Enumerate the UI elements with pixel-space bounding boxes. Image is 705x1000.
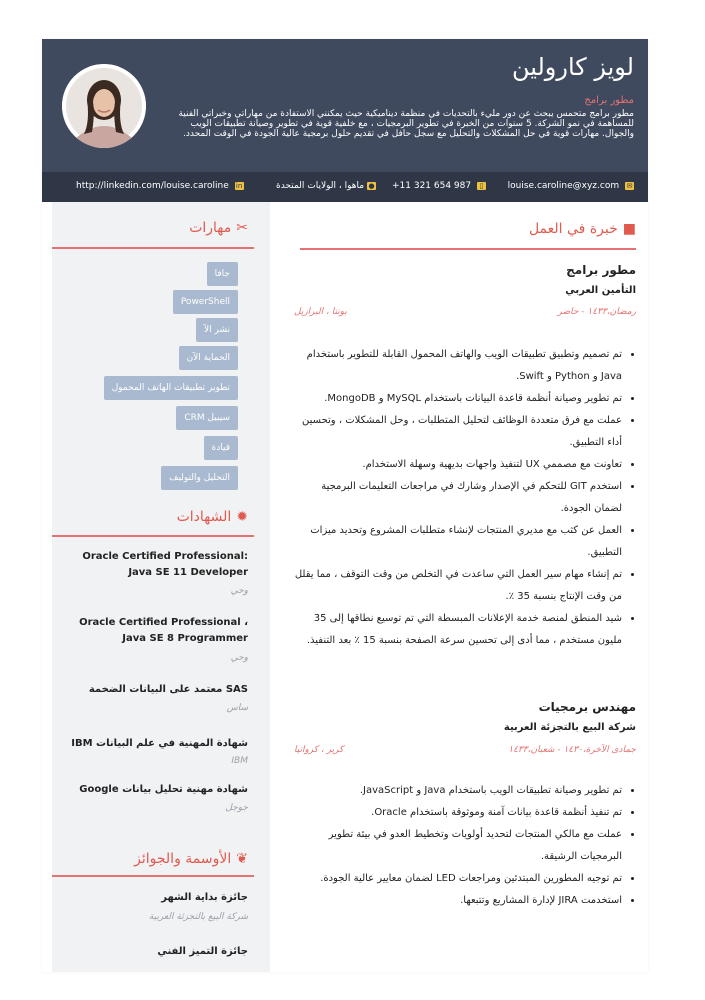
list-item: • تم تطوير وصيانة تطبيقات الويب باستخدام Java و JavaScript. (292, 780, 622, 802)
skill-tag: قيادة (204, 436, 238, 460)
cert-name: شهادة المهنية في علم البيانات IBM (71, 738, 248, 749)
skills-heading: ✂مهارات (189, 220, 248, 236)
location-text: ماهوا ، الولايات المتحدة (276, 181, 365, 191)
envelope-icon: ✉ (626, 181, 633, 190)
resume-page (42, 39, 648, 972)
list-item: • تم تنفيذ أنظمة قاعدة بيانات آمنة وموثوقة باستخدام Oracle. (292, 802, 622, 824)
phone-icon: ▯ (477, 182, 486, 190)
award-name: جائزة بداية الشهر (161, 892, 248, 903)
list-item: • عملت مع فرق متعددة الوظائف لتحليل المتطلبات ، وحل المشكلات ، وتحسين أداء التطبيق. (292, 410, 622, 454)
contact-phone[interactable] (392, 181, 486, 191)
contact-bar (42, 172, 648, 202)
contact-location (276, 181, 376, 191)
skill-tag: التحليل والتوليف (161, 466, 238, 490)
medal-icon: ❦ (236, 851, 248, 867)
job-title-2: مهندس برمجيات (538, 700, 636, 714)
candidate-title: مطور برامج (584, 95, 634, 106)
certifications-heading: ✹الشهادات (176, 509, 248, 525)
cert-issuer: ساس (226, 703, 248, 713)
job-location-1: بونتا ، البرازيل (294, 307, 347, 317)
skill-tag: الحماية الآن (179, 346, 238, 370)
list-item: • عملت مع مالكي المنتجات لتحديد أولويات وتخطيط العدو في بيئة تطوير البرمجيات الرشيقة. (292, 824, 622, 868)
list-item: • استخدمت JIRA لإدارة المشاريع وتتبعها. (292, 890, 622, 912)
profile-photo (62, 64, 146, 148)
briefcase-icon: ■ (622, 221, 636, 237)
contact-linkedin[interactable] (76, 181, 244, 191)
cert-name: Oracle Certified Professional ، Java SE 8 Programmer (79, 617, 248, 644)
tools-icon: ✂ (236, 220, 248, 236)
cert-issuer: وحي (230, 653, 248, 663)
skills-divider (52, 247, 254, 249)
list-item: • تم تطوير وصيانة أنظمة قاعدة البيانات باستخدام MySQL و MongoDB. (292, 388, 622, 410)
contact-email[interactable] (508, 181, 634, 191)
skill-tag: تطوير تطبيقات الهاتف المحمول (104, 376, 238, 400)
company-2: شركة البيع بالتجزئة العربية (503, 722, 636, 733)
job-bullets-2 (292, 780, 636, 912)
job-location-2: كرير ، كرواتيا (294, 745, 344, 755)
list-item: • العمل عن كثب مع مديري المنتجات لإنشاء متطلبات المشروع وتحديد ميزات التطبيق. (292, 520, 622, 564)
job-dates-2: جمادى الآخرة،١٤٣٠ - شعبان،١٤٣٣ (508, 745, 636, 755)
candidate-name: لويز كارولين (511, 53, 634, 81)
cert-issuer: IBM (231, 756, 248, 766)
skill-tag: نشر الآ (196, 318, 238, 342)
phone-text: +11 321 654 987 (392, 181, 472, 191)
list-item: • استخدم GIT للتحكم في الإصدار وشارك في مراجعات التعليمات البرمجية لضمان الجودة. (292, 476, 622, 520)
job-title-1: مطور برامج (566, 263, 636, 277)
list-item: • تعاونت مع مصممي UX لتنفيذ واجهات بديهية وسهلة الاستخدام. (292, 454, 622, 476)
job-dates-1: رمضان،١٤٣٣ - حاضر (557, 307, 636, 317)
email-text: louise.caroline@xyz.com (507, 181, 620, 191)
cert-issuer: جوجل (225, 803, 248, 813)
certifications-divider (52, 535, 254, 537)
linkedin-text: http://linkedin.com/louise.caroline (76, 181, 229, 191)
resume-header (42, 39, 648, 172)
awards-divider (52, 875, 254, 877)
skill-tag: سيبيل CRM (176, 406, 238, 430)
list-item: • تم تصميم وتطبيق تطبيقات الويب والهاتف المحمول القابلة للتطوير باستخدام Java و Python و Swift. (292, 344, 622, 388)
list-item: • شيد المنطق لمنصة خدمة الإعلانات المبسطة التي تم توسيع نطاقها إلى 35 مليون مستخدم ، مما أدى إلى تحسين سرعة الصفحة بنسبة 15 ٪ بعد التنفيذ. (292, 608, 622, 652)
experience-heading: ■خبرة في العمل (528, 221, 636, 237)
award-name: جائزة التميز الفني (157, 946, 248, 957)
experience-divider (300, 248, 636, 250)
list-item: • تم توجيه المطورين المبتدئين ومراجعات LED لضمان معايير عالية الجودة. (292, 868, 622, 890)
profile-summary: مطور برامج متحمس يبحث عن دور مليء بالتحديات في منظمة ديناميكية حيث يمكنني الاستفادة من مهاراتي وخبراتي الفنية للمساهمة في نمو الشركة. 5 سنوات من الخبرة في تطوير البرمجيات ، مع خلفية قوية في تطوير وصيانة تطبيقات الويب والجوال. مهارات قوية في حل المشكلات والتحليل مع سجل حافل في تقديم حلول برمجية عالية الجودة في الوقت المحدد. (178, 109, 634, 139)
map-pin-icon: ● (368, 181, 375, 190)
gear-icon: ✹ (236, 509, 248, 525)
job-bullets-1 (292, 344, 636, 652)
company-1: التأمين العربي (565, 285, 636, 296)
awards-heading: ❦الأوسمة والجوائز (134, 851, 248, 867)
cert-issuer: وحي (230, 586, 248, 596)
skill-tag: جافا (207, 262, 238, 286)
cert-name: SAS معتمد على البيانات الضخمة (88, 684, 248, 695)
cert-name: شهادة مهنية تحليل بيانات Google (79, 784, 248, 795)
list-item: • تم إنشاء مهام سير العمل التي ساعدت في التخلص من وقت التوقف ، مما يقلل من وقت الإنتاج بنسبة 35 ٪. (292, 564, 622, 608)
skill-tag: PowerShell (173, 290, 238, 314)
sidebar (52, 202, 270, 972)
cert-name: Oracle Certified Professional: Java SE 11 Developer (82, 551, 248, 578)
award-org: شركة البيع بالتجزئة العربية (148, 912, 248, 922)
linkedin-icon: in (235, 181, 243, 190)
